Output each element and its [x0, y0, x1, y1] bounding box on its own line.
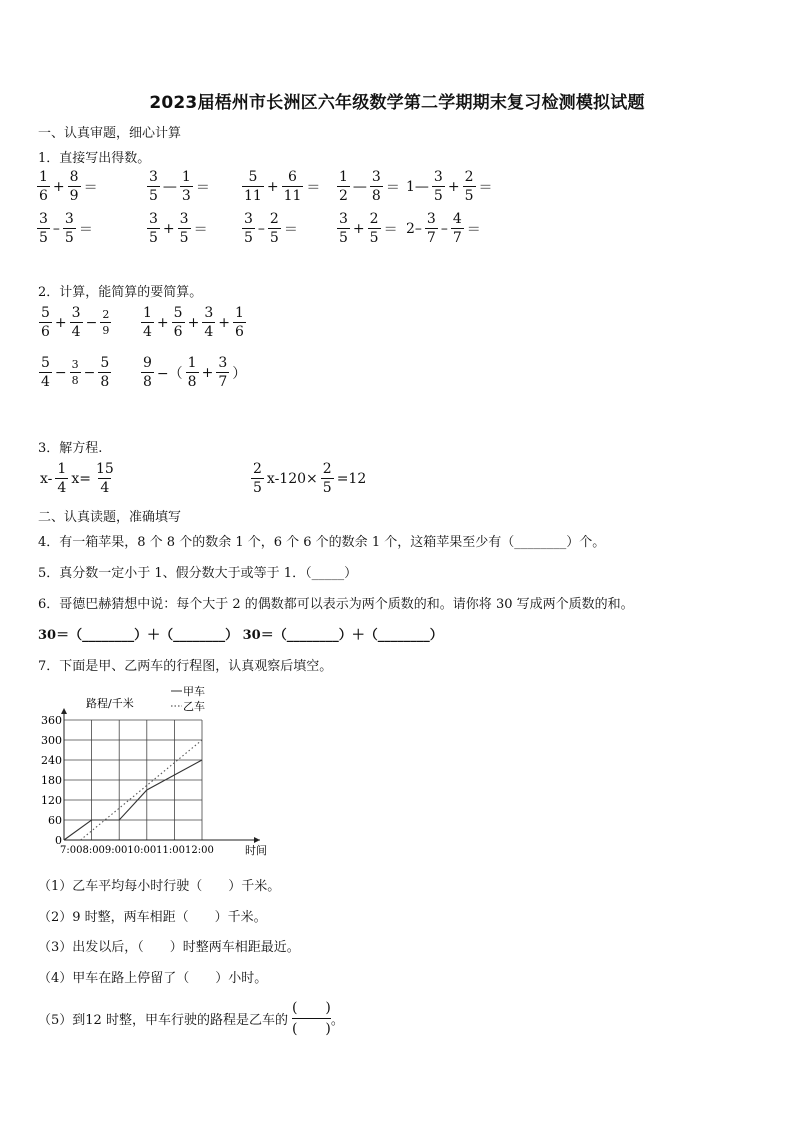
lead-term: 2– [406, 220, 422, 237]
y-tick-label: 300 [41, 734, 62, 747]
chart-ticks [41, 714, 62, 847]
fraction [98, 356, 111, 389]
lead-term: 1— [406, 178, 429, 195]
q7-sub-5-fraction-blank [292, 1000, 331, 1037]
numerator: 3 [179, 211, 189, 227]
denominator: 5 [149, 188, 158, 204]
operator: — [352, 178, 367, 195]
x-axis-label: 时间 [245, 844, 267, 857]
operator: + [266, 178, 279, 195]
q7-sub-3: （3）出发以后，（ ）时整两车相距最近。 [38, 940, 300, 955]
q1-item [336, 212, 400, 245]
operator: + [447, 178, 460, 195]
legend-label-yi: 乙车 [183, 700, 205, 713]
fraction [282, 170, 304, 203]
legend-label-jia: 甲车 [183, 685, 205, 698]
numerator: 9 [143, 355, 152, 371]
denominator: 7 [452, 230, 462, 246]
operator: ＝ [195, 179, 210, 196]
denominator: 4 [41, 374, 50, 390]
numerator: 3 [64, 211, 74, 227]
fraction [141, 356, 154, 389]
numerator: 3 [204, 305, 214, 321]
fraction [37, 212, 50, 245]
denominator: 4 [204, 324, 214, 340]
fraction [451, 212, 464, 245]
denominator: 8 [100, 374, 110, 390]
operator: − [85, 314, 98, 331]
operator: x- [40, 470, 53, 487]
fraction [216, 356, 229, 389]
numerator: 3 [426, 211, 436, 227]
y-tick-label: 0 [55, 834, 62, 847]
numerator: 5 [41, 355, 50, 371]
fraction [202, 306, 215, 339]
question-5: 5．真分数一定小于 1、假分数大于或等于 1．（_____） [38, 566, 358, 581]
chart-grid [64, 720, 202, 840]
numerator: 1 [181, 169, 191, 185]
question-3-label: 3．解方程. [38, 441, 103, 456]
fraction [39, 306, 52, 339]
fraction [337, 170, 350, 203]
denominator: 7 [426, 230, 436, 246]
numerator: 3 [39, 211, 48, 227]
numerator: 1 [234, 305, 244, 321]
q1-item [241, 212, 300, 245]
q1-item [36, 212, 95, 245]
q7-sub-2: （2）9 时整，两车相距（ ）千米。 [38, 910, 267, 925]
fraction [70, 359, 81, 386]
numerator: 3 [244, 211, 253, 227]
denominator: 6 [234, 324, 244, 340]
question-4: 4．有一箱苹果，8 个 8 个的数余 1 个，6 个 6 个的数余 1 个，这箱苹果至少有（________）个。 [38, 535, 606, 550]
operator: − [83, 364, 96, 381]
denominator: 7 [218, 374, 228, 390]
denominator: 9 [69, 188, 79, 204]
denominator: 5 [179, 230, 189, 246]
y-tick-label: 360 [41, 714, 62, 727]
operator: + [352, 220, 365, 237]
operator: − [54, 364, 67, 381]
numerator: 3 [371, 169, 381, 185]
fraction [370, 170, 383, 203]
operator: ） [232, 365, 247, 382]
numerator: 4 [452, 211, 462, 227]
denominator: 5 [39, 230, 48, 246]
denominator: 8 [187, 374, 197, 390]
denominator: 11 [283, 188, 302, 204]
q7-sub-5 [38, 1000, 344, 1037]
fraction [432, 170, 445, 203]
fraction [147, 212, 160, 245]
y-tick-label: 60 [48, 814, 62, 827]
operator: – [440, 220, 448, 237]
operator: ＝ [385, 179, 400, 196]
numerator: 2 [269, 211, 279, 227]
fraction [178, 212, 191, 245]
numerator: 1 [339, 169, 348, 185]
fraction [337, 212, 350, 245]
operator: ＝ [383, 221, 398, 238]
denominator: 9 [102, 324, 110, 337]
numerator: 3 [149, 169, 158, 185]
q3-equation-2 [250, 462, 368, 495]
q1-item [241, 170, 322, 203]
fraction [233, 306, 246, 339]
fraction [39, 356, 52, 389]
q7-sub-5-text: （5）到12 时整，甲车行驶的路程是乙车的 [38, 1013, 288, 1029]
numerator: 3 [433, 169, 443, 185]
fraction [70, 306, 83, 339]
q2-expression-1 [38, 306, 112, 339]
denominator: 5 [244, 230, 253, 246]
denominator: 4 [100, 480, 110, 496]
y-tick-label: 120 [41, 794, 62, 807]
fraction [68, 170, 81, 203]
operator: + [156, 314, 169, 331]
numerator: 3 [71, 305, 81, 321]
operator: — [162, 178, 177, 195]
q2-expression-2 [140, 306, 247, 339]
question-6-fill: 30＝（________）＋（________） 30＝（________）＋（________） [38, 628, 443, 643]
fraction [368, 212, 381, 245]
question-1-label: 1．直接写出得数。 [38, 151, 151, 166]
operator: + [162, 220, 175, 237]
q1-item [404, 170, 495, 203]
numerator: 15 [95, 461, 114, 477]
denominator: 2 [339, 188, 348, 204]
operator: ＝ [78, 221, 93, 238]
q7-sub-4: （4）甲车在路上停留了（ ）小时。 [38, 971, 268, 986]
operator: + [187, 314, 200, 331]
question-2-label: 2．计算，能简算的要简算。 [38, 285, 203, 300]
q1-item [336, 170, 402, 203]
fraction [251, 462, 264, 495]
numerator: 1 [143, 305, 152, 321]
page-title: 2023届梧州市长洲区六年级数学第二学期期末复习检测模拟试题 [149, 93, 645, 113]
operator: + [52, 178, 65, 195]
fraction [268, 212, 281, 245]
operator: −（ [156, 365, 183, 382]
numerator: 2 [464, 169, 474, 185]
q2-expression-3 [38, 356, 112, 389]
question-6: 6．哥德巴赫猜想中说：每个大于 2 的偶数都可以表示为两个质数的和。请你将 30 写成两个质数的和。 [38, 597, 634, 612]
operator: =12 [336, 470, 367, 487]
operator: + [201, 364, 214, 381]
y-tick-label: 180 [41, 774, 62, 787]
denominator: 5 [64, 230, 74, 246]
chart-series [64, 740, 202, 840]
denominator: 6 [173, 324, 183, 340]
numerator: 6 [288, 169, 297, 185]
fraction [186, 356, 199, 389]
operator: x-120× [266, 470, 318, 487]
operator: ＝ [306, 179, 321, 196]
operator: ＝ [478, 179, 493, 196]
operator: ＝ [466, 221, 481, 238]
numerator: 3 [71, 358, 79, 371]
fraction [141, 306, 154, 339]
q1-row-2 [36, 212, 776, 256]
denominator: 8 [71, 374, 79, 387]
q7-sub-5-end: 。 [330, 1013, 344, 1029]
distance-time-chart [30, 680, 280, 865]
fraction [180, 170, 193, 203]
numerator: 8 [69, 169, 79, 185]
fraction [55, 462, 68, 495]
denominator: 4 [71, 324, 81, 340]
fraction [63, 212, 76, 245]
denominator: 6 [41, 324, 50, 340]
y-axis-label: 路程/千米 [86, 697, 134, 710]
numerator: 2 [369, 211, 379, 227]
denominator: 4 [143, 324, 152, 340]
fraction [37, 170, 50, 203]
q2-expression-4 [140, 356, 248, 389]
q1-item [146, 212, 210, 245]
numerator: 3 [218, 355, 228, 371]
numerator: 5 [41, 305, 50, 321]
operator: – [52, 220, 60, 237]
fraction [172, 306, 185, 339]
section-1-heading: 一、认真审题，细心计算 [38, 126, 182, 141]
fraction [463, 170, 476, 203]
numerator: 2 [322, 461, 332, 477]
denominator: 5 [149, 230, 158, 246]
x-axis-arrow [254, 837, 260, 843]
numerator: 1 [39, 169, 48, 185]
numerator: 5 [248, 169, 258, 185]
fraction [242, 212, 255, 245]
x-tick-labels: 7:008:009:0010:0011:0012:00 [60, 845, 214, 856]
denominator: 4 [57, 480, 67, 496]
fraction [100, 309, 111, 336]
operator: + [218, 314, 230, 331]
denominator: 6 [39, 188, 48, 204]
denominator: 8 [371, 188, 381, 204]
numerator: 3 [339, 211, 348, 227]
chart-legend [171, 685, 205, 713]
chart-axes [61, 708, 260, 843]
numerator: 2 [253, 461, 262, 477]
denominator: 5 [322, 480, 332, 496]
operator: ＝ [283, 221, 298, 238]
denominator: 11 [244, 188, 262, 204]
operator: ＝ [83, 179, 98, 196]
denominator: 3 [181, 188, 191, 204]
operator: + [54, 314, 67, 331]
operator: ＝ [193, 221, 208, 238]
operator: x= [71, 470, 91, 487]
numerator: 5 [173, 305, 183, 321]
q1-row-1 [36, 170, 776, 214]
denominator: 5 [433, 188, 443, 204]
fraction-blank-denominator: ( ) [292, 1018, 331, 1037]
numerator: 1 [187, 355, 197, 371]
fraction-blank-numerator: ( ) [291, 1000, 331, 1016]
series-yi-line [81, 740, 202, 840]
denominator: 5 [464, 188, 474, 204]
q1-item [36, 170, 100, 203]
denominator: 5 [369, 230, 379, 246]
fraction [321, 462, 334, 495]
fraction [425, 212, 438, 245]
question-7: 7．下面是甲、乙两车的行程图，认真观察后填空。 [38, 659, 333, 674]
denominator: 5 [253, 480, 262, 496]
numerator: 3 [149, 211, 158, 227]
numerator: 2 [102, 308, 110, 321]
fraction [147, 170, 160, 203]
q1-item [404, 212, 483, 245]
operator: – [257, 220, 265, 237]
denominator: 8 [143, 374, 152, 390]
section-2-heading: 二、认真读题，准确填写 [38, 510, 182, 525]
fraction [94, 462, 116, 495]
q7-sub-1: （1）乙车平均每小时行驶（ ）千米。 [38, 879, 281, 894]
q3-equation-1 [38, 462, 117, 495]
y-tick-label: 240 [41, 754, 62, 767]
numerator: 1 [57, 461, 67, 477]
denominator: 5 [339, 230, 348, 246]
numerator: 5 [100, 355, 110, 371]
q1-item [146, 170, 212, 203]
denominator: 5 [269, 230, 279, 246]
fraction [242, 170, 264, 203]
